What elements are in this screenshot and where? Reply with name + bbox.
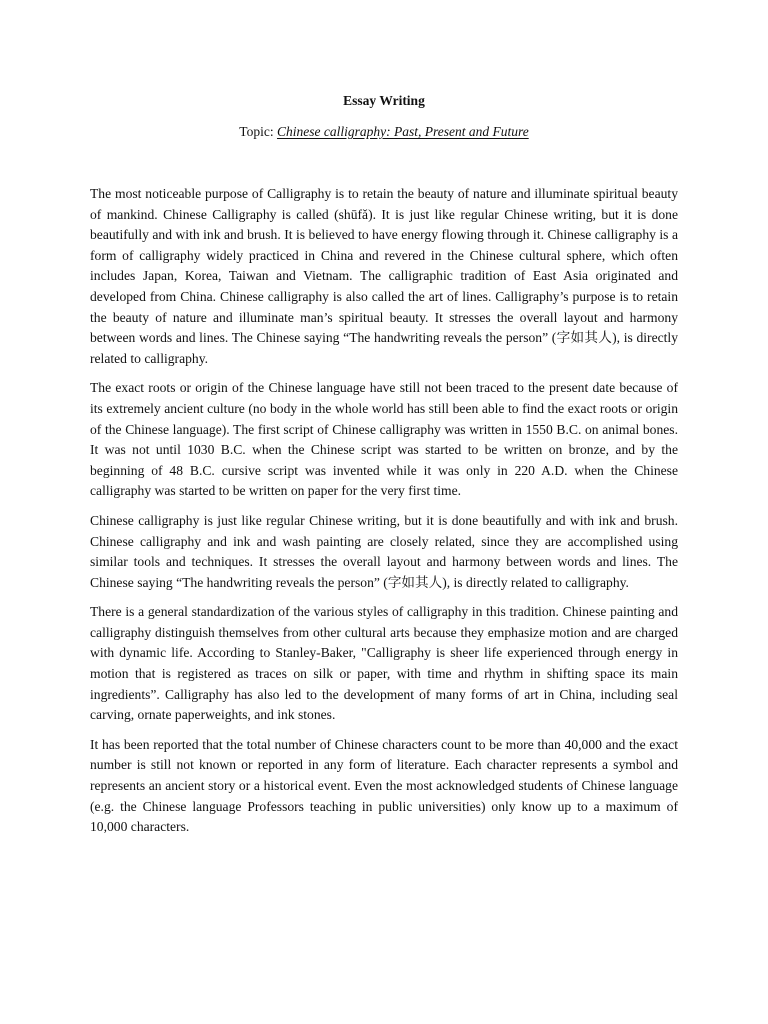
paragraph-3: Chinese calligraphy is just like regular Chinese writing, but it is done beautifully and with ink and brush. Chinese calligraphy and ink and wash painting are closely related, since they are accomplished using similar tools and techniques. It stresses the overall layout and harmony between words and lines. The Chinese saying “The handwriting reveals the person” (字如其人), is directly related to calligraphy. [90,512,678,590]
paragraph-1: The most noticeable purpose of Calligraphy is to retain the beauty of nature and illuminate spiritual beauty of mankind. Chinese Calligraphy is called (shūfǎ). It is just like regular Chinese writing, but it is done beautifully and with ink and brush. It is believed to have energy flowing through it. Chinese calligraphy is a form of calligraphy widely practiced in China and revered in the Chinese cultural sphere, which often includes Japan, Korea, Taiwan and Vietnam. The calligraphic tradition of East Asia originated and developed from China. Chinese calligraphy is also called the art of lines. Calligraphy’s purpose is to retain the beauty of nature and illuminate man’s spiritual beauty. It stresses the overall layout and harmony between words and lines. The Chinese saying “The handwriting reveals the person” (字如其人), is directly related to calligraphy. [90,186,678,366]
topic-title: Chinese calligraphy: Past, Present and Future [276,124,529,139]
essay-body [90,184,678,847]
paragraph-5: It has been reported that the total number of Chinese characters count to be more than 40,000 and the exact number is still not known or reported in any form of literature. Each character represents a symbol and represents an ancient story or a historical event. Even the most acknowledged students of Chinese language (e.g. the Chinese language Professors teaching in public universities) only know up to a maximum of 10,000 characters. [90,736,678,835]
paragraph-4: There is a general standardization of the various styles of calligraphy in this tradition. Chinese painting and calligraphy distinguish themselves from other cultural arts because they emphasize motion and are charged with dynamic life. According to Stanley-Baker, "Calligraphy is sheer life experienced through energy in motion that is registered as traces on silk or paper, with time and rhythm in shifting space its main ingredients”. Calligraphy has also led to the development of many forms of art in China, including seal carving, ornate paperweights, and ink stones. [90,604,678,723]
essay-title: Essay Writing [343,93,425,108]
topic-prefix: Topic: [239,124,277,139]
paragraph-2: The exact roots or origin of the Chinese language have still not been traced to the present date because of its extremely ancient culture (no body in the whole world has still been able to find the exact roots or origin of the Chinese language). The first script of Chinese calligraphy was written in 1550 B.C. on animal bones. It was not until 1030 B.C. when the Chinese script was started to be written on bronze, and by the beginning of 48 B.C. cursive script was invented while it was only in 220 A.D. when the Chinese calligraphy was started to be written on paper for the very first time. [90,380,678,499]
essay-topic [0,122,768,142]
